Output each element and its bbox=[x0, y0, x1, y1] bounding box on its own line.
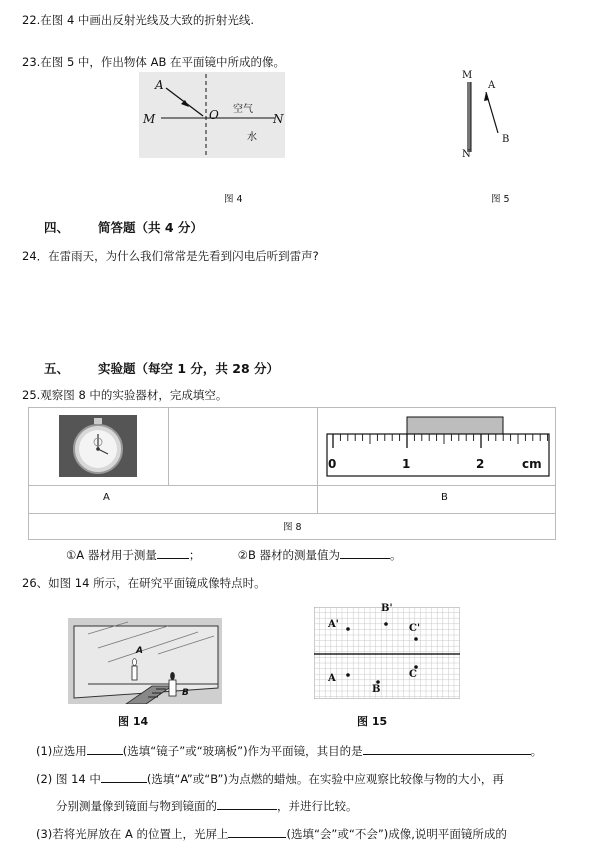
fig4-label-o: O bbox=[209, 108, 219, 122]
table-divider bbox=[29, 513, 555, 514]
fig4-label-n: N bbox=[273, 112, 284, 126]
question-26: 26、如图 14 所示，在研究平面镜成像特点时。 bbox=[22, 576, 266, 590]
section-5-number: 五、 bbox=[44, 361, 70, 376]
fig4-label-water: 水 bbox=[247, 132, 257, 143]
figure-4 bbox=[139, 72, 285, 158]
q26-2-text-b: (选填“A”或“B”)为点燃的蜡烛。在实验中应观察比较像与物的大小，再 bbox=[146, 772, 504, 786]
question-25: 25.观察图 8 中的实验器材，完成填空。 bbox=[22, 388, 228, 402]
question-24: 24．在雷雨天，为什么我们常常是先看到闪电后听到雷声? bbox=[22, 249, 319, 263]
section-5-title: 实验题（每空 1 分，共 28 分） bbox=[98, 361, 280, 376]
question-26-2-cont bbox=[56, 798, 358, 814]
table-label-a: A bbox=[103, 492, 110, 503]
figure-4-caption: 图 4 bbox=[224, 194, 243, 205]
figure-5 bbox=[458, 70, 518, 162]
fig15-label-b: B bbox=[372, 684, 381, 695]
figure-15 bbox=[314, 603, 460, 699]
fig15-label-a-prime: A' bbox=[328, 619, 339, 630]
q26-1-text-c: 。 bbox=[530, 744, 543, 758]
ruler-diagram bbox=[325, 414, 551, 478]
fig15-label-c-prime: C' bbox=[409, 623, 421, 634]
figure-15-caption: 图 15 bbox=[357, 715, 388, 728]
stopwatch-photo bbox=[59, 415, 137, 477]
question-26-2 bbox=[36, 771, 504, 787]
q26-2-blank-1[interactable] bbox=[101, 771, 147, 783]
ruler-tick-1: 1 bbox=[402, 457, 411, 471]
ruler-figure bbox=[325, 414, 551, 478]
q26-1-blank-1[interactable] bbox=[87, 743, 123, 755]
question-26-3 bbox=[36, 826, 507, 842]
q26-3-blank-1[interactable] bbox=[228, 826, 286, 838]
question-22: 22.在图 4 中画出反射光线及大致的折射光线. bbox=[22, 13, 255, 27]
q25-a-end: ； bbox=[188, 548, 201, 562]
q26-1-text-a: (1)应选用 bbox=[36, 744, 87, 758]
fig4-label-air: 空气 bbox=[233, 104, 253, 115]
fig4-label-m: M bbox=[143, 112, 156, 126]
q26-3-text-b: (选填“会”或“不会”)成像,说明平面镜所成的 bbox=[286, 827, 507, 841]
question-26-1 bbox=[36, 743, 542, 759]
fig15-label-c: C bbox=[409, 669, 417, 680]
stopwatch-icon bbox=[59, 415, 137, 477]
ruler-tick-0: 0 bbox=[328, 457, 337, 471]
table-divider bbox=[29, 485, 555, 486]
fig4-label-a: A bbox=[155, 78, 164, 92]
fig5-label-m: M bbox=[462, 70, 473, 81]
table-divider bbox=[317, 408, 318, 513]
question-25-fill bbox=[66, 547, 402, 563]
fig15-label-b-prime: B' bbox=[381, 603, 393, 614]
section-4-title: 简答题（共 4 分） bbox=[98, 220, 203, 235]
q26-1-text-b: (选填“镜子”或“玻璃板”)作为平面镜，其目的是 bbox=[122, 744, 363, 758]
measured-block bbox=[407, 417, 503, 434]
figure-8-table bbox=[28, 407, 556, 540]
q25-b-end: 。 bbox=[390, 548, 402, 562]
fig5-label-a: A bbox=[488, 80, 496, 91]
fig5-label-n: N bbox=[462, 149, 471, 160]
figure-14 bbox=[68, 618, 222, 704]
section-4-number: 四、 bbox=[44, 220, 70, 235]
q26-1-blank-2[interactable] bbox=[363, 743, 531, 755]
fig5-label-b: B bbox=[502, 134, 510, 145]
fig15-label-a: A bbox=[328, 673, 336, 684]
q26-2-text-a: (2) 图 14 中 bbox=[36, 772, 101, 786]
q25-blank-a[interactable] bbox=[157, 547, 189, 559]
fig14-label-b: B bbox=[182, 688, 189, 698]
ruler-tick-2: 2 bbox=[476, 457, 485, 471]
figure-8-caption: 图 8 bbox=[283, 522, 302, 533]
grid-point bbox=[384, 622, 388, 626]
grid-point bbox=[346, 627, 350, 631]
table-divider bbox=[168, 408, 169, 485]
fig14-label-a: A bbox=[136, 646, 143, 656]
q25-blank-b[interactable] bbox=[340, 547, 390, 559]
ruler-unit: cm bbox=[522, 457, 542, 471]
ruler-body bbox=[327, 434, 549, 476]
figure-5-caption: 图 5 bbox=[491, 194, 510, 205]
grid-point bbox=[346, 673, 350, 677]
question-23: 23.在图 5 中，作出物体 AB 在平面镜中所成的像。 bbox=[22, 55, 285, 69]
q26-2b-text-a: 分别测量像到镜面与物到镜面的 bbox=[56, 799, 217, 813]
q26-2-blank-2[interactable] bbox=[217, 798, 277, 810]
q25-a-text: ①A 器材用于测量 bbox=[66, 548, 157, 562]
grid-point bbox=[414, 637, 418, 641]
figure-14-diagram bbox=[68, 618, 222, 704]
table-label-b: B bbox=[441, 492, 448, 503]
q26-3-text-a: (3)若将光屏放在 A 的位置上，光屏上 bbox=[36, 827, 229, 841]
q26-2b-text-b: ，并进行比较。 bbox=[277, 799, 358, 813]
q25-b-text: ②B 器材的测量值为 bbox=[237, 548, 341, 562]
figure-14-caption: 图 14 bbox=[118, 715, 149, 728]
